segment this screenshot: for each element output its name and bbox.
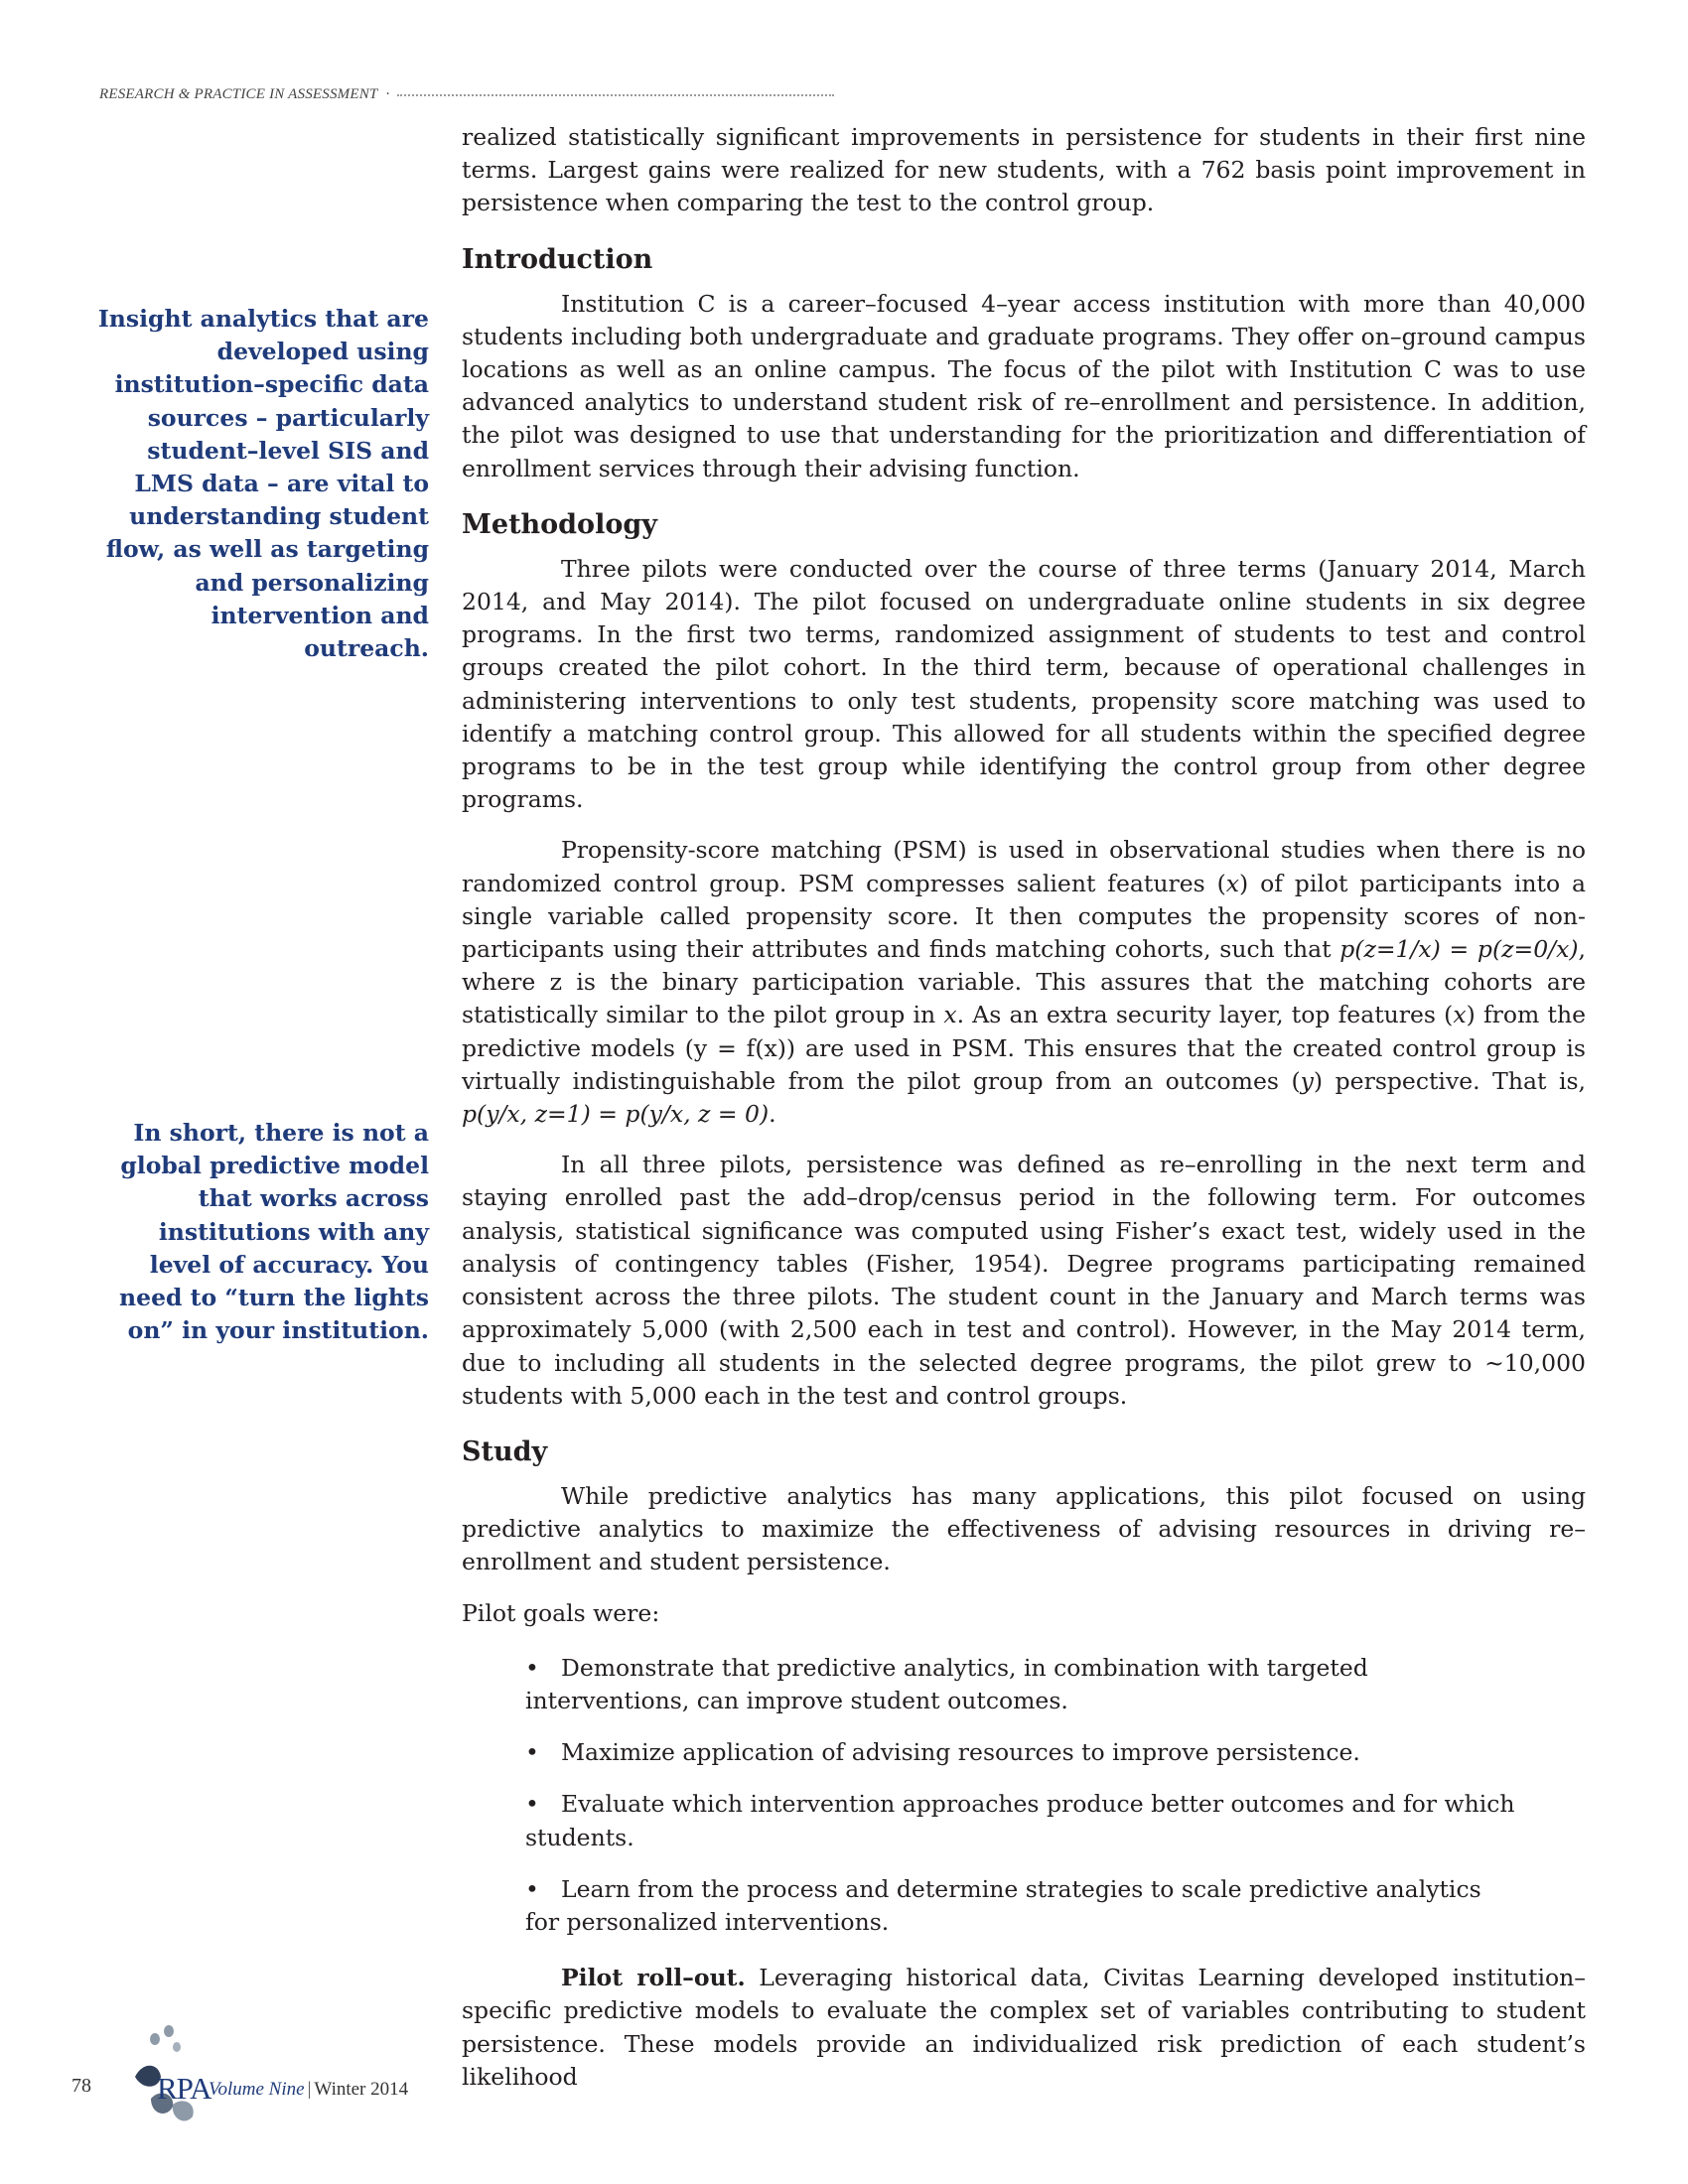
math-x: x bbox=[1453, 1001, 1467, 1029]
logo-leaf bbox=[164, 2025, 174, 2037]
goals-intro: Pilot goals were: bbox=[462, 1598, 660, 1627]
page-number: 78 bbox=[71, 2075, 91, 2097]
volume-info bbox=[209, 2079, 408, 2101]
list-item: • Maximize application of advising resources to improve persistence. bbox=[525, 1736, 1518, 1769]
logo-leaf bbox=[150, 2033, 160, 2045]
paragraph-introduction: Institution C is a career–focused 4–year access institution with more than 40,000 students including both undergraduate and graduate programs. They offer on–ground campus locations as well as an online campus. The focus of the pilot with Institution C was to use advanced analytics to understand student risk of re–enrollment and persistence. In addition, the pilot was designed to use that understanding for the prioritization and differentiation of enrollment services through their advising function. bbox=[462, 289, 1586, 482]
running-header bbox=[99, 83, 834, 105]
paragraph-methodology-psm: Propensity-score matching (PSM) is used in observational studies when there is no randomized control group. PSM compresses salient features (x) of pilot participants into a single variable called propensity score. It then computes the propensity scores of non-participants using their attributes and finds matching cohorts, such that p(z=1/x) = p(z=0/x), where z is the binary participation variable. This assures that the matching cohorts are statistically similar to the pilot group in x. As an extra security layer, top features (x) from the predictive models (y = f(x)) are used in PSM. This ensures that the created control group is virtually indistinguishable from the pilot group from an outcomes (y) perspective. That is, p(y/x, z=1) = p(y/x, z = 0). bbox=[462, 836, 1587, 1129]
page-footer bbox=[68, 2021, 485, 2140]
rollout-runin-heading: Pilot roll–out. bbox=[561, 1964, 746, 1992]
paragraph-methodology-1: Three pilots were conducted over the course of three terms (January 2014, March 2014, and May 2014). The pilot focused on undergraduate online students in six degree programs. In the first two terms, randomized assignment of students to test and control groups created the pilot cohort. In the third term, because of operational challenges in administering interventions to only test students, propensity score matching was used to identify a matching control group. This allowed for all students within the specified degree programs to be in the test group while identifying the control group from other degree programs. bbox=[462, 554, 1586, 814]
math-y: y bbox=[1300, 1066, 1314, 1095]
heading-study: Study bbox=[462, 1435, 548, 1467]
math-x: x bbox=[943, 1001, 957, 1029]
paragraph-rollout: Pilot roll–out. Leveraging historical data, Civitas Learning developed institution–specific predictive models to evaluate the complex set of variables contributing to student persistence. These models provide an individualized risk prediction of each student’s likelihood bbox=[462, 1964, 1586, 2091]
list-item: • Demonstrate that predictive analytics, in combination with targeted interventions, can improve student outcomes. bbox=[525, 1653, 1368, 1714]
list-item: • Evaluate which intervention approaches produce better outcomes and for which students. bbox=[525, 1790, 1515, 1851]
paragraph-methodology-3: In all three pilots, persistence was defined as re–enrolling in the next term and staying enrolled past the add–drop/census period in the following term. For outcomes analysis, statistical significance was computed using Fisher’s exact test, widely used in the analysis of contingency tables (Fisher, 1954). Degree programs participating remained consistent across the three pilots. The student count in the January and March terms was approximately 5,000 (with 2,500 each in test and control). However, in the May 2014 term, due to including all students in the selected degree programs, the pilot grew to ~10,000 students with 5,000 each in the test and control groups. bbox=[462, 1151, 1586, 1410]
volume-name: Volume Nine bbox=[209, 2079, 305, 2100]
logo-leaf bbox=[173, 2042, 181, 2052]
bullet-icon: • bbox=[525, 1790, 539, 1819]
math-expression-2: p(y/x, z=1) = p(y/x, z = 0) bbox=[462, 1100, 770, 1129]
bullet-icon: • bbox=[525, 1738, 539, 1767]
bullet-icon: • bbox=[525, 1653, 539, 1682]
issue-name: Winter 2014 bbox=[314, 2079, 409, 2100]
paragraph-study: While predictive analytics has many applications, this pilot focused on using predictive analytics to maximize the effectiveness of advising resources in driving re–enrollment and student persistence. bbox=[462, 1481, 1586, 1576]
math-expression-1: p(z=1/x) = p(z=0/x) bbox=[1339, 935, 1579, 964]
math-x: x bbox=[1225, 869, 1240, 897]
header-dotted-rule bbox=[397, 94, 834, 96]
logo-wordmark: RPA bbox=[157, 2071, 211, 2106]
paragraph-carryover: realized statistically significant improvements in persistence for students in their first nine terms. Largest gains were realized for new students, with a 762 basis point improvement in persistence when comparing the test to the control group. bbox=[462, 123, 1586, 217]
article-body bbox=[462, 121, 1586, 2094]
running-title: RESEARCH & PRACTICE IN ASSESSMENT bbox=[99, 85, 378, 102]
running-title-bullet: · bbox=[385, 85, 390, 102]
heading-methodology: Methodology bbox=[462, 508, 657, 540]
list-item: • Learn from the process and determine strategies to scale predictive analytics for personalized interventions. bbox=[525, 1874, 1481, 1936]
bullet-icon: • bbox=[525, 1874, 539, 1903]
volume-separator: | bbox=[307, 2079, 312, 2100]
pullquote-global-model: In short, there is not a global predictive model that works across institutions with any level of accuracy. You need to “turn the lights on” in your institution. bbox=[119, 1119, 429, 1345]
heading-introduction: Introduction bbox=[462, 243, 653, 275]
goals-list bbox=[462, 1652, 1518, 1939]
pullquote-insight-analytics: Insight analytics that are developed using institution–specific data sources – particularly student–level SIS and LMS data – are vital to understanding student flow, as well as targeting and personalizing intervention and outreach. bbox=[97, 305, 429, 663]
